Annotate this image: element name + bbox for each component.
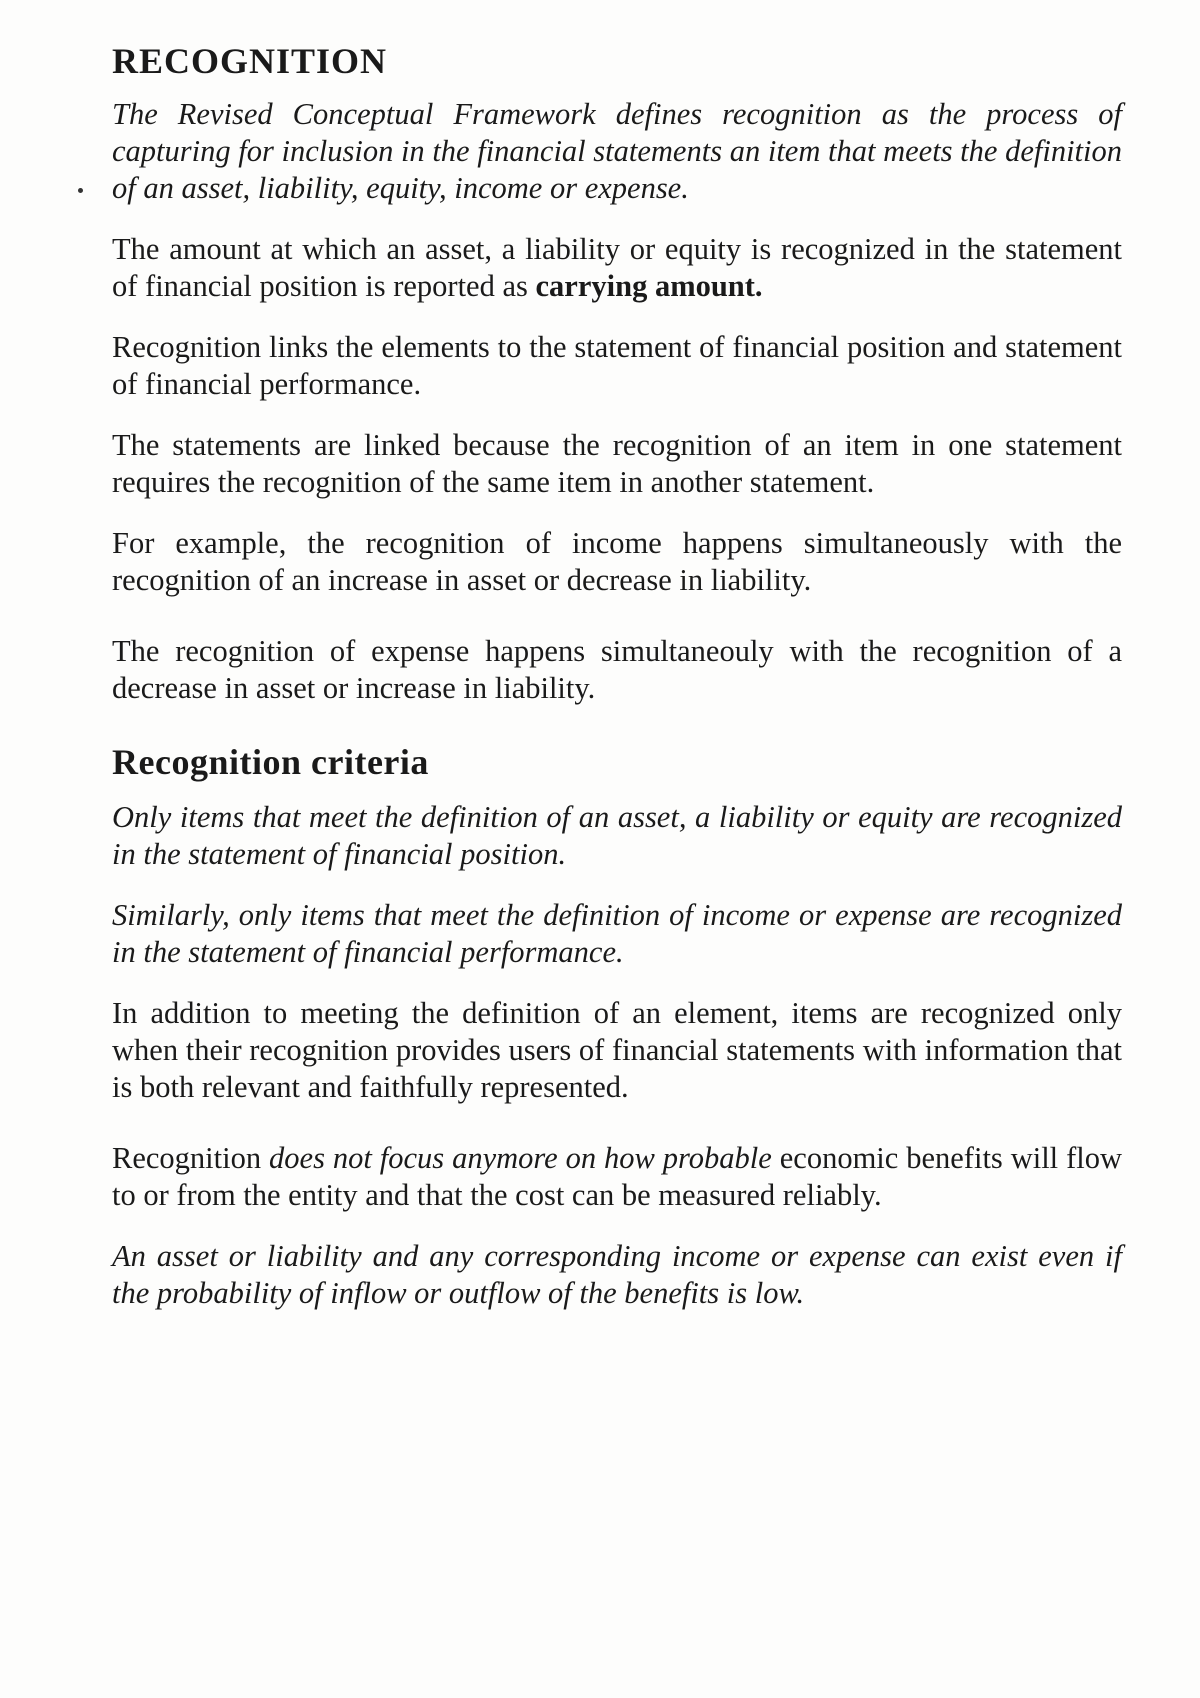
probability-text-start: Recognition — [112, 1141, 270, 1175]
probability-text-end: economic benefits will flow to or from the entity and that the cost can be measured reliably. — [112, 1141, 1122, 1212]
probability-text-italic: does not focus anymore on how probable — [269, 1141, 772, 1175]
subsection-heading: Recognition criteria — [112, 742, 429, 782]
paragraph-low-probability: An asset or liability and any corresponding income or expense can exist even if the probability of inflow or outflow of the benefits is low. — [112, 1239, 1122, 1310]
paragraph-carrying-amount — [112, 231, 1122, 305]
paragraph-expense-example: The recognition of expense happens simultaneouly with the recognition of a decrease in asset or increase in liability. — [112, 634, 1122, 705]
paragraph-criteria-financial-position: Only items that meet the definition of an asset, a liability or equity are recognized in the statement of financial position. — [112, 800, 1122, 871]
section-heading: RECOGNITION — [112, 41, 388, 81]
paragraph-criteria-financial-performance: Similarly, only items that meet the definition of income or expense are recognized in the statement of financial performance. — [112, 898, 1122, 969]
document-body — [112, 40, 1122, 1336]
margin-dot — [78, 188, 83, 193]
carrying-amount-term: carrying amount. — [535, 269, 763, 303]
paragraph-probability — [112, 1140, 1122, 1214]
paragraph-links: Recognition links the elements to the statement of financial position and statement of financial performance. — [112, 330, 1122, 401]
paragraph-relevant-faithful: In addition to meeting the definition of an element, items are recognized only when their recognition provides users of financial statements with information that is both relevant and faithfully represented. — [112, 996, 1122, 1104]
paragraph-definition: The Revised Conceptual Framework defines recognition as the process of capturing for inclusion in the financial statements an item that meets the definition of an asset, liability, equity, income or expense. — [112, 97, 1122, 205]
carrying-amount-text: The amount at which an asset, a liability or equity is recognized in the statement of financial position is reported as — [112, 232, 1122, 303]
paragraph-income-example: For example, the recognition of income happens simultaneously with the recognition of an increase in asset or decrease in liability. — [112, 526, 1122, 597]
paragraph-statements-linked: The statements are linked because the recognition of an item in one statement requires the recognition of the same item in another statement. — [112, 428, 1122, 499]
